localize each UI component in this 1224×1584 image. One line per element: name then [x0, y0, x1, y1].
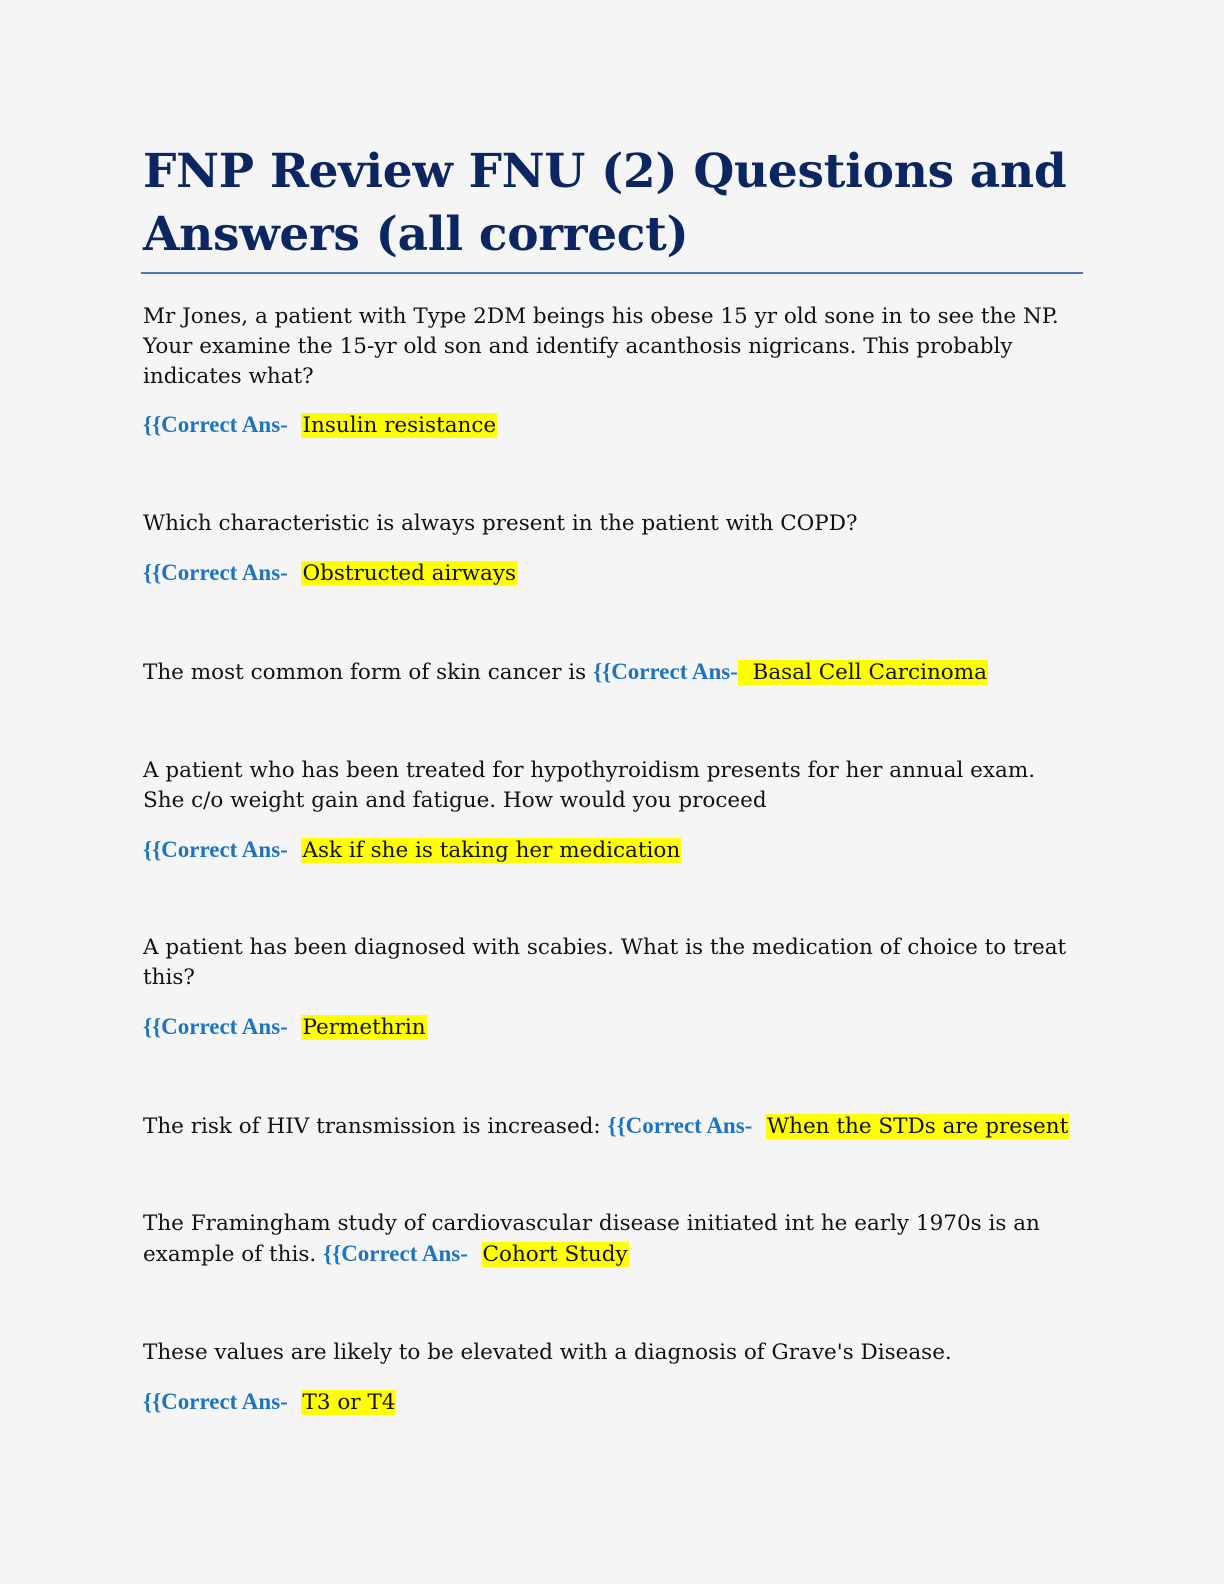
answer-line-1 — [143, 410, 497, 441]
answer-4: Ask if she is taking her medication — [302, 838, 681, 863]
question-6: The risk of HIV transmission is increased: — [143, 1114, 601, 1139]
answer-5: Permethrin — [302, 1015, 426, 1040]
question-4: A patient who has been treated for hypothyroidism presents for her annual exam. She c/o weight gain and fatigue. How would you proceed — [143, 758, 1036, 813]
answer-7: Cohort Study — [482, 1242, 628, 1267]
answer-tag: {{Correct Ans- — [323, 1241, 468, 1266]
question-answer-3 — [143, 657, 988, 688]
answer-3: Basal Cell Carcinoma — [752, 660, 987, 685]
document-title: FNP Review FNU (2) Questions and Answers (all correct) — [143, 144, 1067, 262]
answer-tag: {{Correct Ans- — [143, 1014, 288, 1039]
answer-tag: {{Correct Ans- — [143, 1389, 288, 1414]
question-1: Mr Jones, a patient with Type 2DM beings his obese 15 yr old sone in to see the NP. Your examine the 15-yr old son and identify acanthosis nigricans. This probably indicates what? — [143, 304, 1059, 389]
answer-1: Insulin resistance — [302, 413, 497, 438]
question-5: A patient has been diagnosed with scabies. What is the medication of choice to treat this? — [143, 935, 1067, 990]
question-answer-6 — [143, 1111, 1069, 1142]
answer-tag: {{Correct Ans- — [143, 837, 288, 862]
answer-2: Obstructed airways — [302, 561, 517, 586]
answer-line-4 — [143, 835, 681, 866]
answer-tag: {{Correct Ans- — [593, 659, 738, 684]
question-7: The Framingham study of cardiovascular disease initiated int he early 1970s is an example of this. — [143, 1211, 1040, 1267]
answer-line-2 — [143, 558, 517, 589]
answer-tag: {{Correct Ans- — [607, 1113, 753, 1138]
answer-8: T3 or T4 — [302, 1390, 396, 1415]
answer-line-8 — [143, 1387, 396, 1418]
answer-tag: {{Correct Ans- — [143, 560, 288, 585]
question-3: The most common form of skin cancer is — [143, 660, 587, 685]
answer-tag: {{Correct Ans- — [143, 412, 288, 437]
answer-line-5 — [143, 1012, 427, 1043]
document-header — [143, 140, 1083, 266]
question-answer-7 — [143, 1209, 1078, 1270]
title-underline — [141, 272, 1083, 274]
question-2: Which characteristic is always present in the patient with COPD? — [143, 511, 858, 536]
question-8: These values are likely to be elevated with a diagnosis of Grave's Disease. — [143, 1340, 952, 1365]
answer-6: When the STDs are present — [767, 1114, 1069, 1139]
